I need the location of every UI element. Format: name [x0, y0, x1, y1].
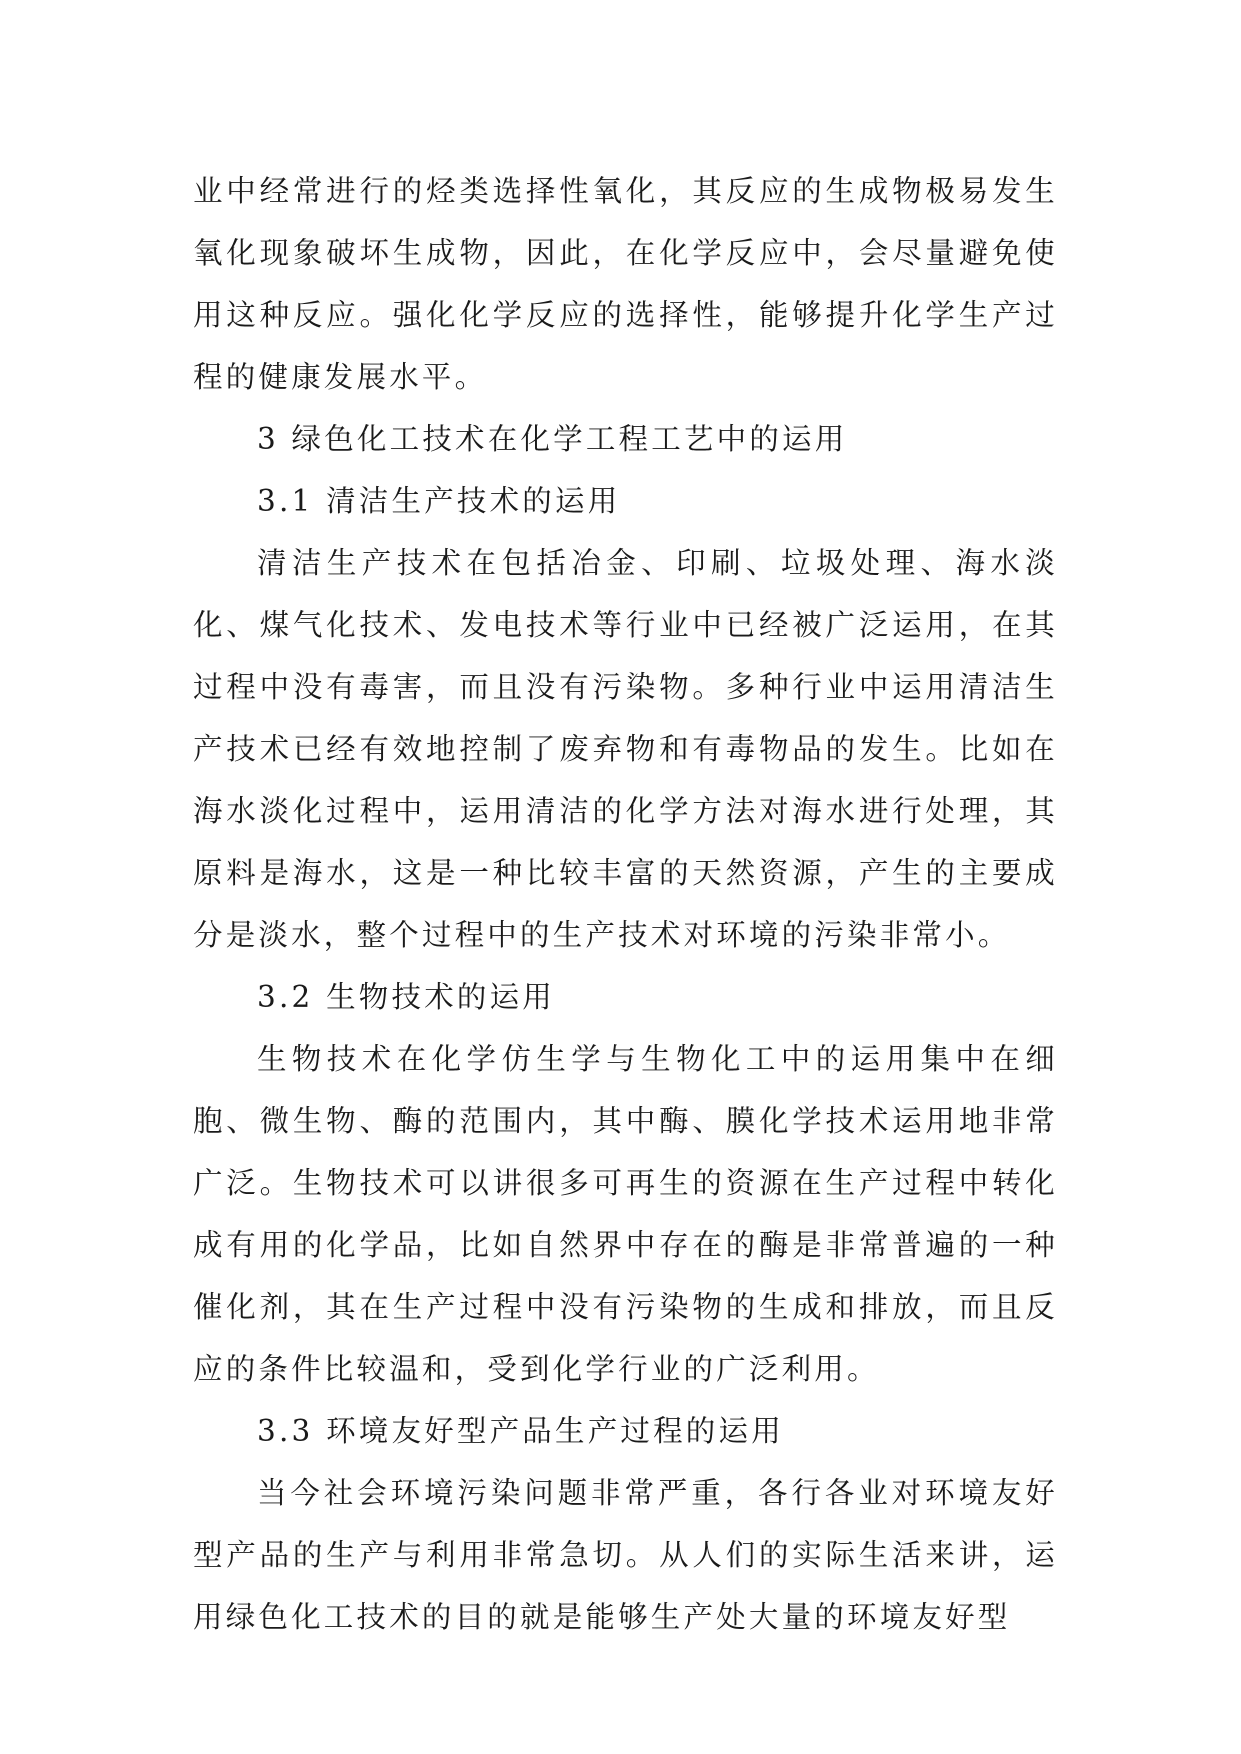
paragraph-continuation: 业中经常进行的烃类选择性氧化，其反应的生成物极易发生氧化现象破坏生成物，因此，在化学反应中，会尽量避免使用这种反应。强化化学反应的选择性，能够提升化学生产过程的健康发展水平。	[193, 174, 1058, 394]
document-body	[193, 160, 1058, 1648]
paragraph-eco-friendly-products: 当今社会环境污染问题非常严重，各行各业对环境友好型产品的生产与利用非常急切。从人们的实际生活来讲，运用绿色化工技术的目的就是能够生产处大量的环境友好型	[193, 1476, 1058, 1634]
subsection-heading-3-3: 3.3 环境友好型产品生产过程的运用	[257, 1414, 784, 1448]
subsection-heading-3-1: 3.1 清洁生产技术的运用	[257, 484, 621, 518]
section-heading-3: 3 绿色化工技术在化学工程工艺中的运用	[257, 422, 848, 456]
paragraph-biotechnology: 生物技术在化学仿生学与生物化工中的运用集中在细胞、微生物、酶的范围内，其中酶、膜化学技术运用地非常广泛。生物技术可以讲很多可再生的资源在生产过程中转化成有用的化学品，比如自然界中存在的酶是非常普遍的一种催化剂，其在生产过程中没有污染物的生成和排放，而且反应的条件比较温和，受到化学行业的广泛利用。	[193, 1042, 1058, 1386]
paragraph-clean-production: 清洁生产技术在包括冶金、印刷、垃圾处理、海水淡化、煤气化技术、发电技术等行业中已经被广泛运用，在其过程中没有毒害，而且没有污染物。多种行业中运用清洁生产技术已经有效地控制了废弃物和有毒物品的发生。比如在海水淡化过程中，运用清洁的化学方法对海水进行处理，其原料是海水，这是一种比较丰富的天然资源，产生的主要成分是淡水，整个过程中的生产技术对环境的污染非常小。	[193, 546, 1058, 952]
subsection-heading-3-2: 3.2 生物技术的运用	[257, 980, 555, 1014]
